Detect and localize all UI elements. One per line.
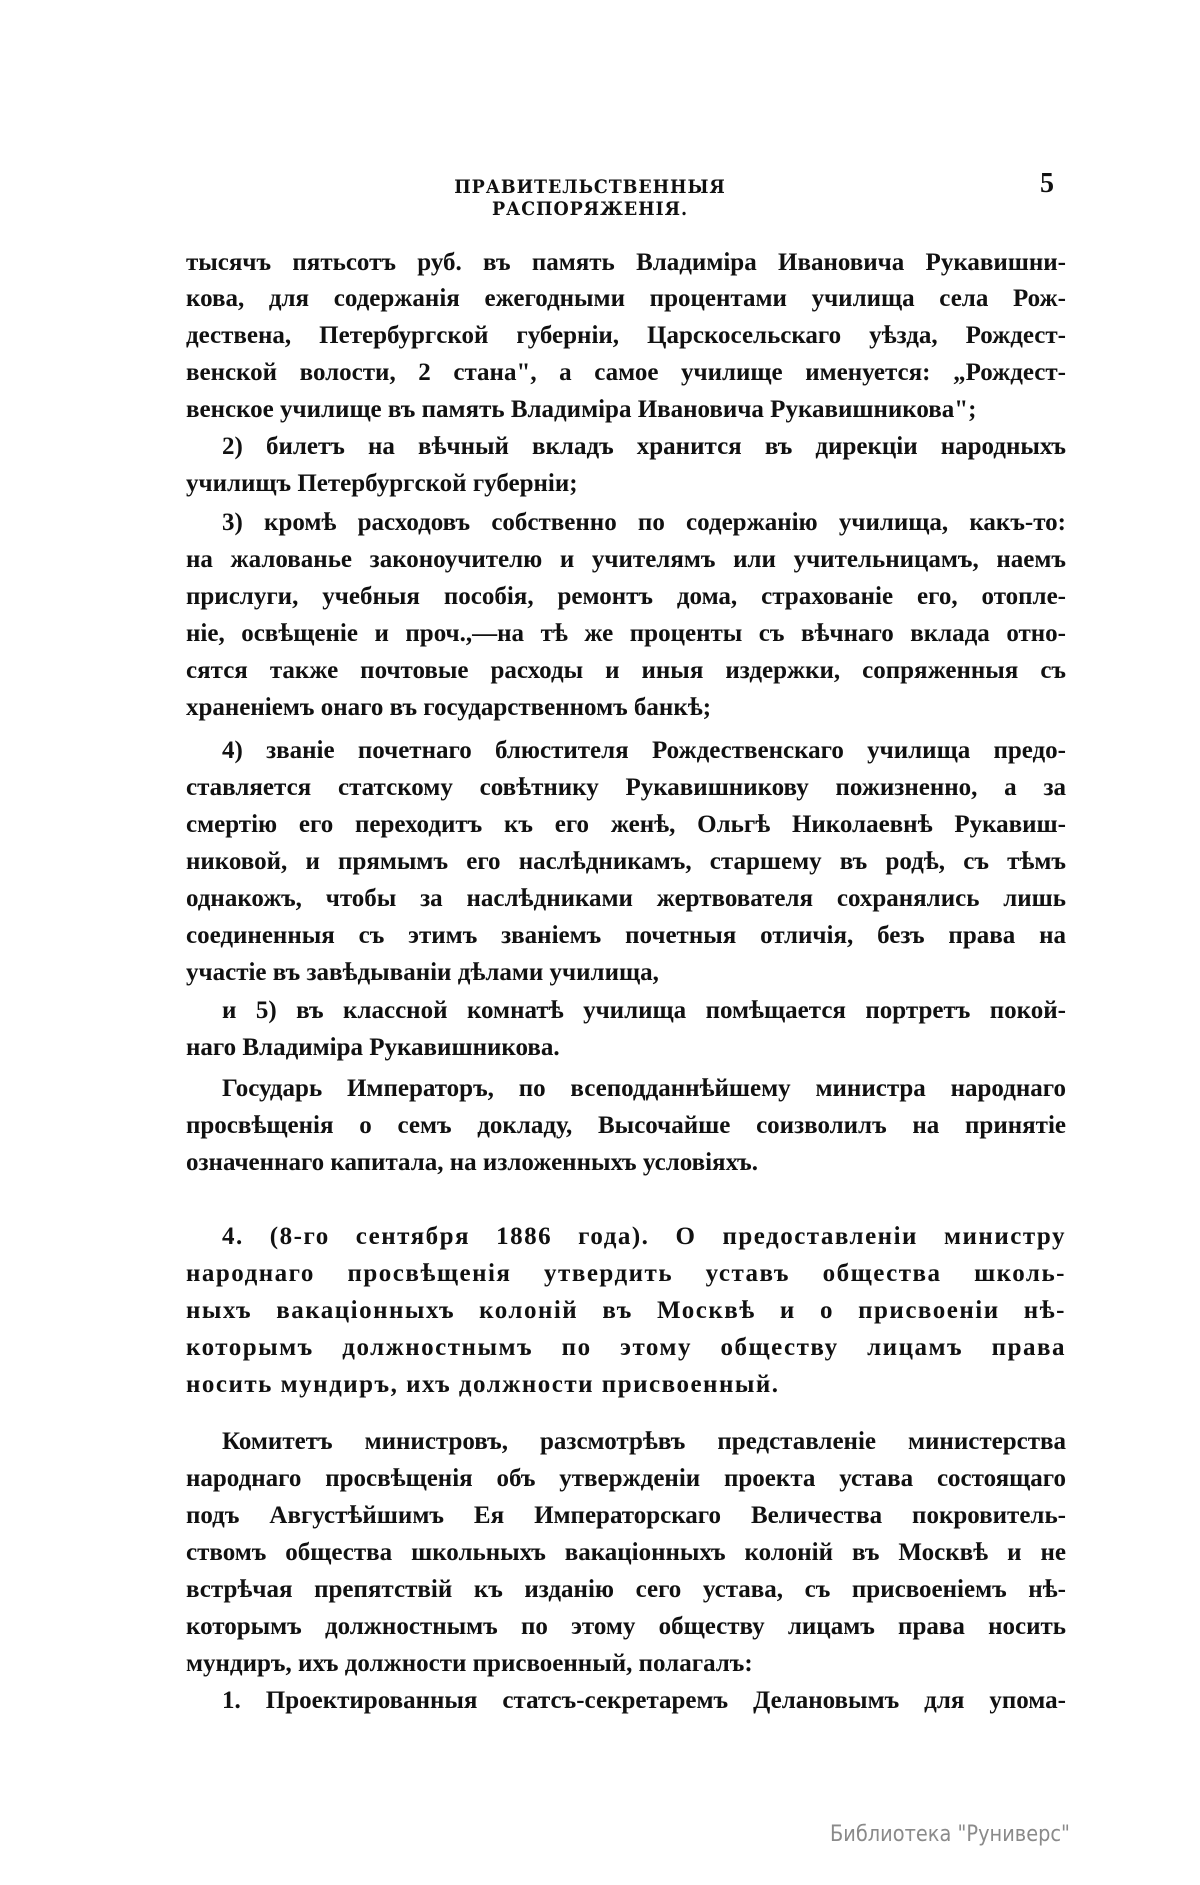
text-line: подъ Августѣйшимъ Ея Императорскаго Величества покровитель-	[186, 1502, 1066, 1529]
text-line: никовой, и прямымъ его наслѣдникамъ, старшему въ родѣ, съ тѣмъ	[186, 848, 1066, 875]
text-line: на жалованье законоучителю и учителямъ или учительницамъ, наемъ	[186, 546, 1066, 573]
text-line: дествена, Петербургской губерніи, Царскосельскаго уѣзда, Рождест-	[186, 322, 1066, 349]
text-line: и 5) въ классной комнатѣ училища помѣщается портретъ покой-	[222, 997, 1066, 1024]
text-line: кова, для содержанія ежегодными процентами училища села Рож-	[186, 285, 1066, 312]
text-line: храненіемъ онаго въ государственномъ банкѣ;	[186, 694, 712, 721]
text-line: ставляется статскому совѣтнику Рукавишникову пожизненно, а за	[186, 774, 1066, 801]
text-line: прислуги, учебныя пособія, ремонтъ дома, страхованіе его, отопле-	[186, 583, 1066, 610]
text-line: смертію его переходитъ къ его женѣ, Ольгѣ Николаевнѣ Рукавиш-	[186, 811, 1066, 838]
text-line: 2) билетъ на вѣчный вкладъ хранится въ дирекціи народныхъ	[222, 433, 1066, 460]
text-line: тысячъ пятьсотъ руб. въ память Владиміра Ивановича Рукавишни-	[186, 249, 1066, 276]
text-line: училищъ Петербургской губерніи;	[186, 470, 578, 497]
text-line: просвѣщенія о семъ докладу, Высочайше соизволилъ на принятіе	[186, 1112, 1066, 1139]
text-line: ствомъ общества школьныхъ вакаціонныхъ колоній въ Москвѣ и не	[186, 1539, 1066, 1566]
text-line: Государь Императоръ, по всеподданнѣйшему министра народнаго	[222, 1075, 1066, 1102]
text-line: которымъ должностнымъ по этому обществу лицамъ права носить	[186, 1613, 1066, 1640]
page-number: 5	[1040, 168, 1054, 199]
library-watermark: Библиотека "Руниверс"	[830, 1822, 1070, 1847]
text-line: 1. Проектированныя статсъ-секретаремъ Делановымъ для упома-	[222, 1687, 1066, 1714]
text-line: ніе, освѣщеніе и проч.,—на тѣ же проценты съ вѣчнаго вклада отно-	[186, 620, 1066, 647]
text-line: носить мундиръ, ихъ должности присвоенный.	[186, 1371, 780, 1398]
text-line: народнаго просвѣщенія объ утвержденіи проекта устава состоящаго	[186, 1465, 1066, 1492]
text-line: означеннаго капитала, на изложенныхъ условіяхъ.	[186, 1149, 758, 1176]
text-line: венское училище въ память Владиміра Ивановича Рукавишникова";	[186, 396, 977, 423]
text-line: народнаго просвѣщенія утвердить уставъ общества школь-	[186, 1260, 1066, 1287]
text-line: 3) кромѣ расходовъ собственно по содержанію училища, какъ-то:	[222, 509, 1066, 536]
text-line: сятся также почтовые расходы и иныя издержки, сопряженныя съ	[186, 657, 1066, 684]
running-header: ПРАВИТЕЛЬСТВЕННЫЯ РАСПОРЯЖЕНІЯ.	[454, 176, 726, 220]
text-line: встрѣчая препятствій къ изданію сего устава, съ присвоеніемъ нѣ-	[186, 1576, 1066, 1603]
text-line: Комитетъ министровъ, разсмотрѣвъ представленіе министерства	[222, 1428, 1066, 1455]
text-line: соединенныя съ этимъ званіемъ почетныя отличія, безъ права на	[186, 922, 1066, 949]
text-line: которымъ должностнымъ по этому обществу лицамъ права	[186, 1334, 1066, 1361]
text-line: наго Владиміра Рукавишникова.	[186, 1034, 560, 1061]
text-line: ныхъ вакаціонныхъ колоній въ Москвѣ и о присвоеніи нѣ-	[186, 1297, 1066, 1324]
text-line: однакожъ, чтобы за наслѣдниками жертвователя сохранялись лишь	[186, 885, 1066, 912]
text-line: 4. (8-го сентября 1886 года). О предоставленіи министру	[222, 1223, 1066, 1250]
text-line: 4) званіе почетнаго блюстителя Рождественскаго училища предо-	[222, 737, 1066, 764]
text-line: венской волости, 2 стана", а самое училище именуется: „Рождест-	[186, 359, 1066, 386]
text-line: участіе въ завѣдываніи дѣлами училища,	[186, 959, 659, 986]
text-line: мундиръ, ихъ должности присвоенный, полагалъ:	[186, 1650, 753, 1677]
